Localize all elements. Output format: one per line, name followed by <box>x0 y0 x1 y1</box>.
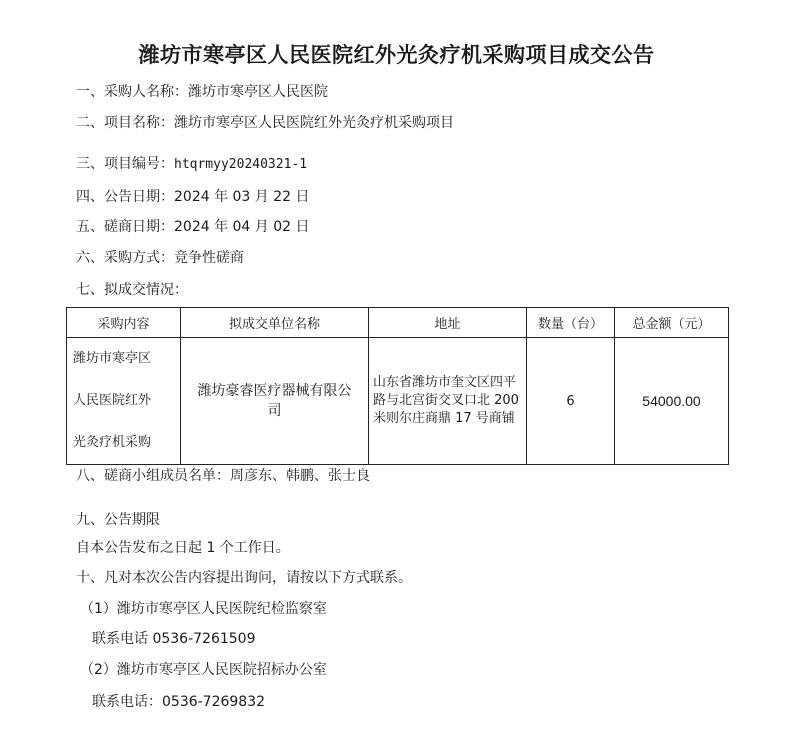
procurement-content-cell <box>67 338 181 465</box>
announcement-period-heading: 九、公告期限 <box>76 512 160 528</box>
negotiation-panel-members: 八、磋商小组成员名单：周彦东、韩鹏、张士良 <box>76 468 370 484</box>
project-number-label: 三、项目编号： <box>76 156 174 172</box>
amount-cell: 54000.00 <box>615 338 729 465</box>
procurement-method: 六、采购方式：竞争性磋商 <box>76 250 244 266</box>
header-amount: 总金额（元） <box>615 308 729 338</box>
contact-2-phone: 联系电话：0536-7269832 <box>92 694 266 710</box>
supplier-cell: 潍坊豪睿医疗器械有限公司 <box>181 338 369 465</box>
contact-1-phone: 联系电话 0536-7261509 <box>92 631 256 647</box>
table-row <box>67 338 729 465</box>
project-number-value: htqrmyy20240321-1 <box>174 157 308 172</box>
table-header-row <box>67 308 729 338</box>
quantity-cell: 6 <box>527 338 615 465</box>
contact-heading: 十、凡对本次公告内容提出询问，请按以下方式联系。 <box>76 570 412 586</box>
negotiation-date: 五、磋商日期：2024 年 04 月 02 日 <box>76 219 310 235</box>
header-address: 地址 <box>369 308 527 338</box>
header-procurement-content: 采购内容 <box>67 308 181 338</box>
page-title: 潍坊市寒亭区人民医院红外光灸疗机采购项目成交公告 <box>138 43 655 67</box>
deal-table <box>66 307 729 465</box>
project-number <box>76 154 307 175</box>
procurement-content-line: 潍坊市寒亭区 <box>73 351 152 366</box>
announcement-date: 四、公告日期：2024 年 03 月 22 日 <box>76 189 310 205</box>
procurement-content-line: 光灸疗机采购 <box>73 435 152 450</box>
address-cell: 山东省潍坊市奎文区四平路与北宫街交叉口北 200 米则尔庄商鼎 17 号商铺 <box>369 338 527 465</box>
header-supplier: 拟成交单位名称 <box>181 308 369 338</box>
header-quantity: 数量（台） <box>527 308 615 338</box>
project-name: 二、项目名称：潍坊市寒亭区人民医院红外光灸疗机采购项目 <box>76 115 454 131</box>
contact-1-name: （1）潍坊市寒亭区人民医院纪检监察室 <box>80 601 327 617</box>
procurement-content-line: 人民医院红外 <box>73 393 152 408</box>
contact-2-name: （2）潍坊市寒亭区人民医院招标办公室 <box>80 662 327 678</box>
deal-status-heading: 七、拟成交情况： <box>76 282 188 298</box>
announcement-period-text: 自本公告发布之日起 1 个工作日。 <box>76 540 290 556</box>
purchaser-name: 一、采购人名称：潍坊市寒亭区人民医院 <box>76 84 328 100</box>
